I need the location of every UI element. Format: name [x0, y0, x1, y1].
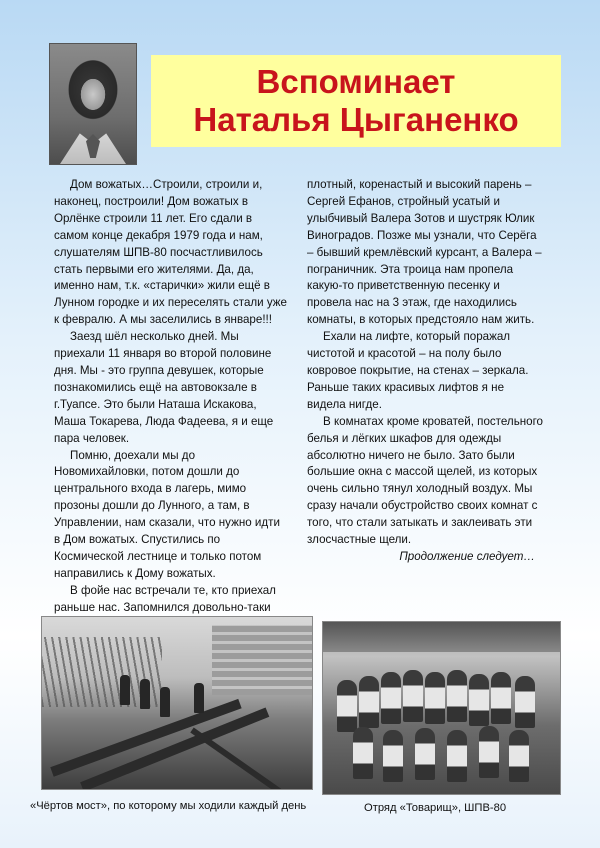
portrait-photo — [49, 43, 137, 165]
photo-roof — [323, 622, 560, 652]
paragraph: В комнатах кроме кроватей, постельного белья и лёгких шкафов для одежды абсолютно ничего не было. Зато были большие окна с массой щелей, из которых очень сильно тянул холодный воздух. Мы сразу начали обустройство своих комнат с того, что стали затыкать и заклеивать эти злосчастные щели. — [307, 414, 544, 547]
photo-person — [383, 730, 403, 782]
bridge-photo — [41, 616, 313, 790]
continued-note: Продолжение следует… — [399, 549, 535, 563]
photo-person — [509, 730, 529, 782]
photo-person — [337, 680, 357, 732]
photo-person — [515, 676, 535, 728]
paragraph: В фойе нас встречали те, кто приехал раньше нас. Запомнился довольно-таки — [54, 583, 276, 614]
photo-beam — [190, 728, 308, 790]
photo-person — [359, 676, 379, 728]
photo-person — [120, 675, 130, 705]
photo-person — [425, 672, 445, 724]
photo-person — [479, 726, 499, 778]
title-line-2: Наталья Цыганенко — [193, 101, 519, 138]
group-caption: Отряд «Товарищ», ШПВ-80 — [364, 802, 507, 814]
photo-person — [194, 683, 204, 713]
photo-person — [140, 679, 150, 709]
photo-person — [403, 670, 423, 722]
bridge-caption: «Чёртов мост», по которому мы ходили каждый день — [30, 800, 307, 812]
right-column — [307, 177, 545, 566]
photo-person — [491, 672, 511, 724]
paragraph: Заезд шёл несколько дней. Мы приехали 11 января во второй половине дня. Мы - это группа девушек, которые познакомились ещё на автовокзале в г.Туапсе. Это были Наташа Искакова, Маша Токарева, Люда Фадеева, я и еще пара человек. — [54, 330, 274, 445]
photo-person — [381, 672, 401, 724]
title-line-1: Вспоминает — [256, 63, 456, 100]
photo-person — [353, 727, 373, 779]
title-box — [151, 55, 561, 147]
photo-person — [160, 687, 170, 717]
left-column — [54, 177, 288, 617]
photo-building — [212, 625, 312, 695]
photo-person — [447, 730, 467, 782]
group-photo — [322, 621, 561, 795]
photo-person — [415, 728, 435, 780]
paragraph: Ехали на лифте, который поражал чистотой и красотой – на полу было ковровое покрытие, на стенах – зеркала. Раньше таких красивых лифтов я не видела нигде. — [307, 330, 529, 411]
photo-person — [469, 674, 489, 726]
paragraph: Дом вожатых…Строили, строили и, наконец, построили! Дом вожатых в Орлёнке строили 11 лет. Его сдали в самом конце декабря 1979 года и нам, слушателям ШПВ-80 посчастливилось стать первыми его жителями. Да, да, именно нам, т.к. «старички» жили ещё в Лунном городке и их переселять стали уже к февралю. А мы заселились в январе!!! — [54, 178, 287, 327]
photo-person — [447, 670, 467, 722]
paragraph: Помню, доехали мы до Новомихайловки, потом дошли до центрального входа в лагерь, мимо прозоны дошли до Лунного, а там, в Управлении, нам сказали, что нужно идти в Дом вожатых. Спустились по Космической лестнице и только потом направились к Дому вожатых. — [54, 448, 280, 580]
paragraph: плотный, коренастый и высокий парень – Сергей Ефанов, стройный усатый и улыбчивый Валера Зотов и шустряк Юлик Виноградов. Позже мы узнали, что Серёга – бывший кремлёвский курсант, а Валера – пограничник. Эта троица нам пропела какую-то приветственную песенку и провела нас на 3 этаж, где находились комнаты, в которых предстояло нам жить. — [307, 178, 542, 327]
